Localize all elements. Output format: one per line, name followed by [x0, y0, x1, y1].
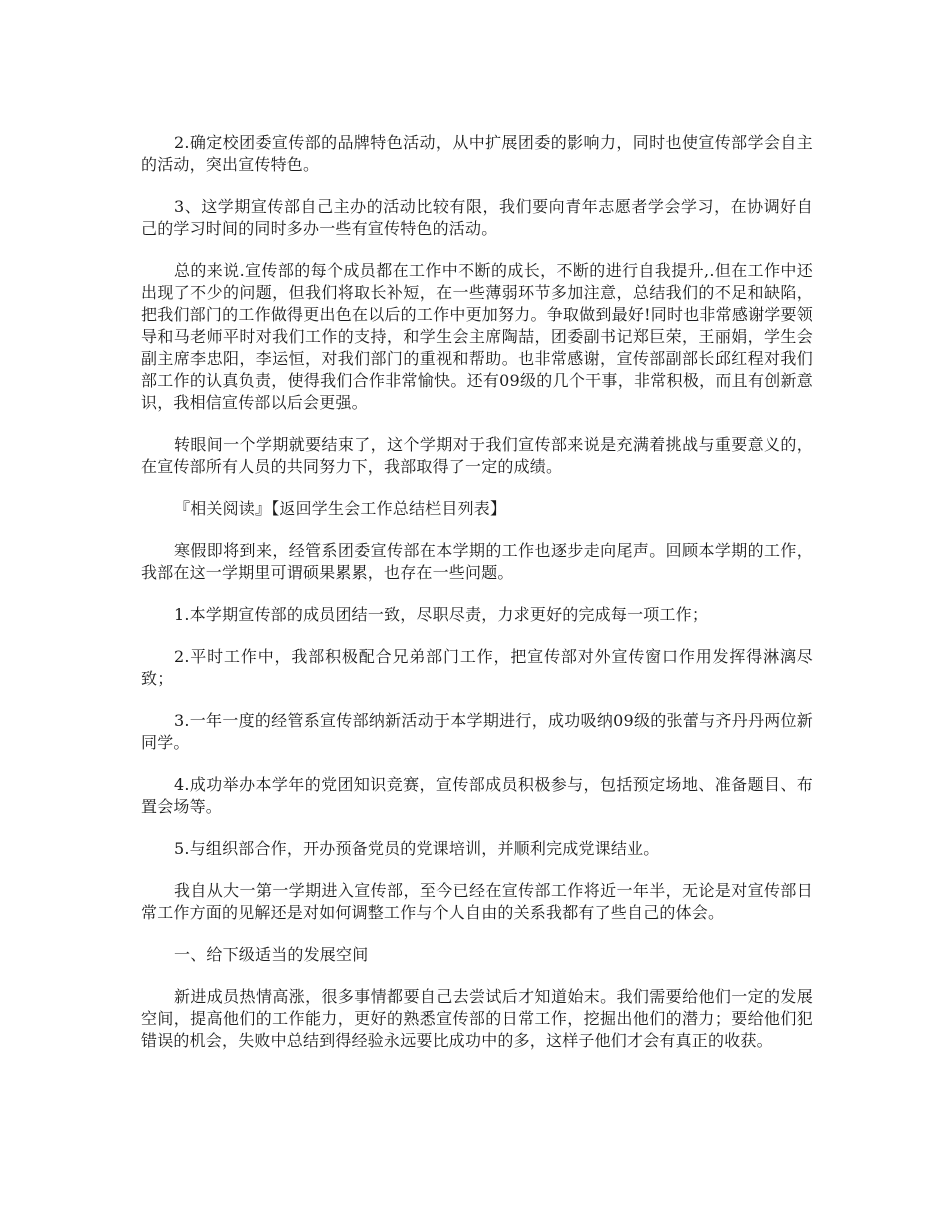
paragraph-4: 转眼间一个学期就要结束了，这个学期对于我们宣传部来说是充满着挑战与重要意义的，在宣传部所有人员的共同努力下，我部取得了一定的成绩。 [141, 435, 813, 476]
list-item-1: 1.本学期宣传部的成员团结一致，尽职尽责，力求更好的完成每一项工作； [174, 605, 709, 624]
related-reading-link[interactable]: 『相关阅读』【返回学生会工作总结栏目列表】 [174, 499, 507, 518]
paragraph-14: 新进成员热情高涨，很多事情都要自己去尝试后才知道始末。我们需要给他们一定的发展空间，提高他们的工作能力，更好的熟悉宣传部的日常工作，挖掘出他们的潜力；要给他们犯错误的机会，失败中总结到得经验永远要比成功中的多，这样子他们才会有真正的收获。 [141, 987, 813, 1050]
list-item-3: 3.一年一度的经管系宣传部纳新活动于本学期进行，成功吸纳09级的张蕾与齐丹丹两位新同学。 [141, 711, 813, 752]
list-item-4: 4.成功举办本学年的党团知识竞赛，宣传部成员积极参与，包括预定场地、准备题目、布置会场等。 [141, 775, 813, 816]
paragraph-1: 2.确定校团委宣传部的品牌特色活动，从中扩展团委的影响力，同时也使宣传部学会自主的活动，突出宣传特色。 [141, 133, 813, 174]
list-item-2: 2.平时工作中，我部积极配合兄弟部门工作，把宣传部对外宣传窗口作用发挥得淋漓尽致； [141, 647, 813, 688]
document-body [141, 132, 813, 1072]
paragraph-3: 总的来说.宣传部的每个成员都在工作中不断的成长，不断的进行自我提升,.但在工作中还出现了不少的问题，但我们将取长补短，在一些薄弱环节多加注意，总结我们的不足和缺陷，把我们部门的工作做得更出色在以后的工作中更加努力。争取做到最好!同时也非常感谢学要领导和马老师平时对我们工作的支持，和学生会主席陶喆，团委副书记郑巨荣，王丽娟，学生会副主席李忠阳，李运恒，对我们部门的重视和帮助。也非常感谢，宣传部副部长邱红程对我们部工作的认真负责，使得我们合作非常愉快。还有09级的几个干事，非常积极，而且有创新意识，我相信宣传部以后会更强。 [141, 261, 813, 412]
section-heading: 一、给下级适当的发展空间 [174, 945, 369, 964]
paragraph-12: 我自从大一第一学期进入宣传部，至今已经在宣传部工作将近一年半，无论是对宣传部日常工作方面的见解还是对如何调整工作与个人自由的关系我都有了些自己的体会。 [141, 881, 813, 922]
paragraph-2: 3、这学期宣传部自己主办的活动比较有限，我们要向青年志愿者学会学习，在协调好自己的学习时间的同时多办一些有宣传特色的活动。 [141, 197, 813, 238]
list-item-5: 5.与组织部合作，开办预备党员的党课培训，并顺利完成党课结业。 [174, 839, 660, 858]
paragraph-6: 寒假即将到来，经管系团委宣传部在本学期的工作也逐步走向尾声。回顾本学期的工作，我部在这一学期里可谓硕果累累，也存在一些问题。 [141, 541, 813, 582]
